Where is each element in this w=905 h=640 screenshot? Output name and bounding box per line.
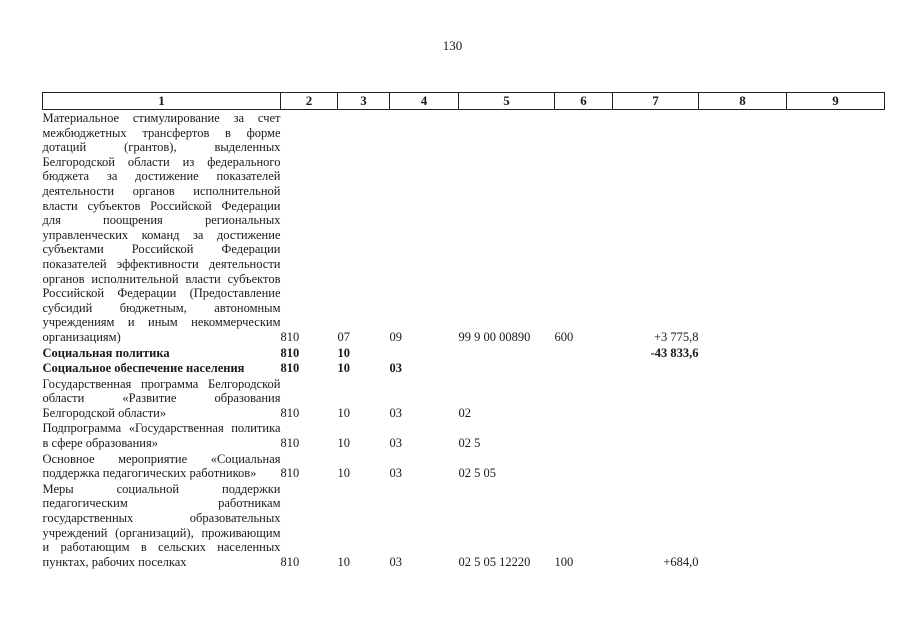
header-cell: 3 [338, 93, 390, 110]
row-target-article [459, 360, 555, 376]
row-col9 [787, 360, 885, 376]
header-cell: 5 [459, 93, 555, 110]
row-expense-type [555, 376, 613, 421]
table-row [43, 481, 885, 570]
row-col9 [787, 110, 885, 345]
row-target-article: 02 [458, 405, 471, 420]
row-section: 10 [337, 554, 350, 569]
table-row [43, 376, 885, 421]
row-code: 810 [280, 436, 300, 451]
row-amount [613, 376, 699, 421]
row-amount: -43 833,6 [650, 345, 699, 360]
row-section: 07 [337, 329, 350, 344]
row-amount [613, 451, 699, 481]
header-cell: 6 [555, 93, 613, 110]
header-cell: 8 [699, 93, 787, 110]
row-expense-type [555, 345, 613, 361]
row-amount: +684,0 [663, 554, 699, 569]
row-expense-type: 600 [554, 329, 574, 344]
budget-table [42, 92, 885, 569]
header-cell: 9 [787, 93, 885, 110]
row-col8 [699, 420, 787, 450]
row-target-article: 02 5 05 [458, 466, 496, 481]
row-section: 10 [337, 466, 350, 481]
row-col8 [699, 360, 787, 376]
row-col9 [787, 420, 885, 450]
table-row [43, 345, 885, 361]
row-col8 [699, 110, 787, 345]
row-description: Государственная программа Белгородской области «Развитие образования Белгородской области» [42, 376, 281, 420]
row-col8 [699, 345, 787, 361]
row-subsection: 09 [389, 329, 402, 344]
header-cell: 7 [613, 93, 699, 110]
row-code: 810 [280, 345, 300, 360]
row-amount: +3 775,8 [653, 329, 699, 344]
page-number: 130 [442, 38, 463, 53]
row-expense-type [555, 451, 613, 481]
row-subsection: 03 [389, 554, 402, 569]
row-target-article: 02 5 05 12220 [458, 554, 531, 569]
row-col8 [699, 376, 787, 421]
row-amount [613, 420, 699, 450]
row-target-article [459, 345, 555, 361]
row-col9 [787, 481, 885, 570]
row-section: 10 [337, 361, 350, 376]
row-section: 10 [337, 345, 350, 360]
row-expense-type: 100 [554, 554, 574, 569]
row-target-article: 99 9 00 00890 [458, 329, 531, 344]
row-section: 10 [337, 405, 350, 420]
row-expense-type [555, 360, 613, 376]
row-code: 810 [280, 466, 300, 481]
row-description: Материальное стимулирование за счет межбюджетных трансфертов в форме дотаций (грантов), выделенных Белгородской области из федерального бюджета за достижение показателей деятельности органов исполнительной власти субъектов Российской Федерации для поощрения региональных управленческих команд за достижение субъектами Российской Федерации показателей эффективности деятельности органов исполнительной власти субъектов Российской Федерации (Предоставление субсидий бюджетным, автономным учреждениям и иным некоммерческим организациям) [42, 111, 281, 344]
row-description: Основное мероприятие «Социальная поддержка педагогических работников» [42, 451, 281, 481]
row-col8 [699, 481, 787, 570]
table-row [43, 360, 885, 376]
row-subsection [390, 345, 459, 361]
header-cell: 4 [390, 93, 459, 110]
row-description: Меры социальной поддержки педагогическим работникам государственных образовательных учреждений (организаций), проживающим и работающим в сельских населенных пунктах, рабочих поселках [42, 481, 281, 569]
row-description: Подпрограмма «Государственная политика в сфере образования» [42, 421, 281, 451]
row-code: 810 [280, 554, 300, 569]
table-row [43, 420, 885, 450]
row-code: 810 [280, 405, 300, 420]
row-subsection: 03 [389, 361, 402, 376]
row-amount [613, 360, 699, 376]
row-section: 10 [337, 436, 350, 451]
row-col9 [787, 376, 885, 421]
header-cell: 2 [281, 93, 338, 110]
row-subsection: 03 [389, 405, 402, 420]
row-subsection: 03 [389, 436, 402, 451]
row-expense-type [555, 420, 613, 450]
header-cell: 1 [43, 93, 281, 110]
table-row [43, 451, 885, 481]
row-col8 [699, 451, 787, 481]
row-code: 810 [280, 361, 300, 376]
row-col9 [787, 451, 885, 481]
row-code: 810 [280, 329, 300, 344]
table-header-row [43, 93, 885, 110]
row-subsection: 03 [389, 466, 402, 481]
row-col9 [787, 345, 885, 361]
row-description: Социальное обеспечение населения [42, 361, 245, 376]
row-description: Социальная политика [42, 345, 170, 360]
row-target-article: 02 5 [458, 436, 481, 451]
table-row [43, 110, 885, 345]
